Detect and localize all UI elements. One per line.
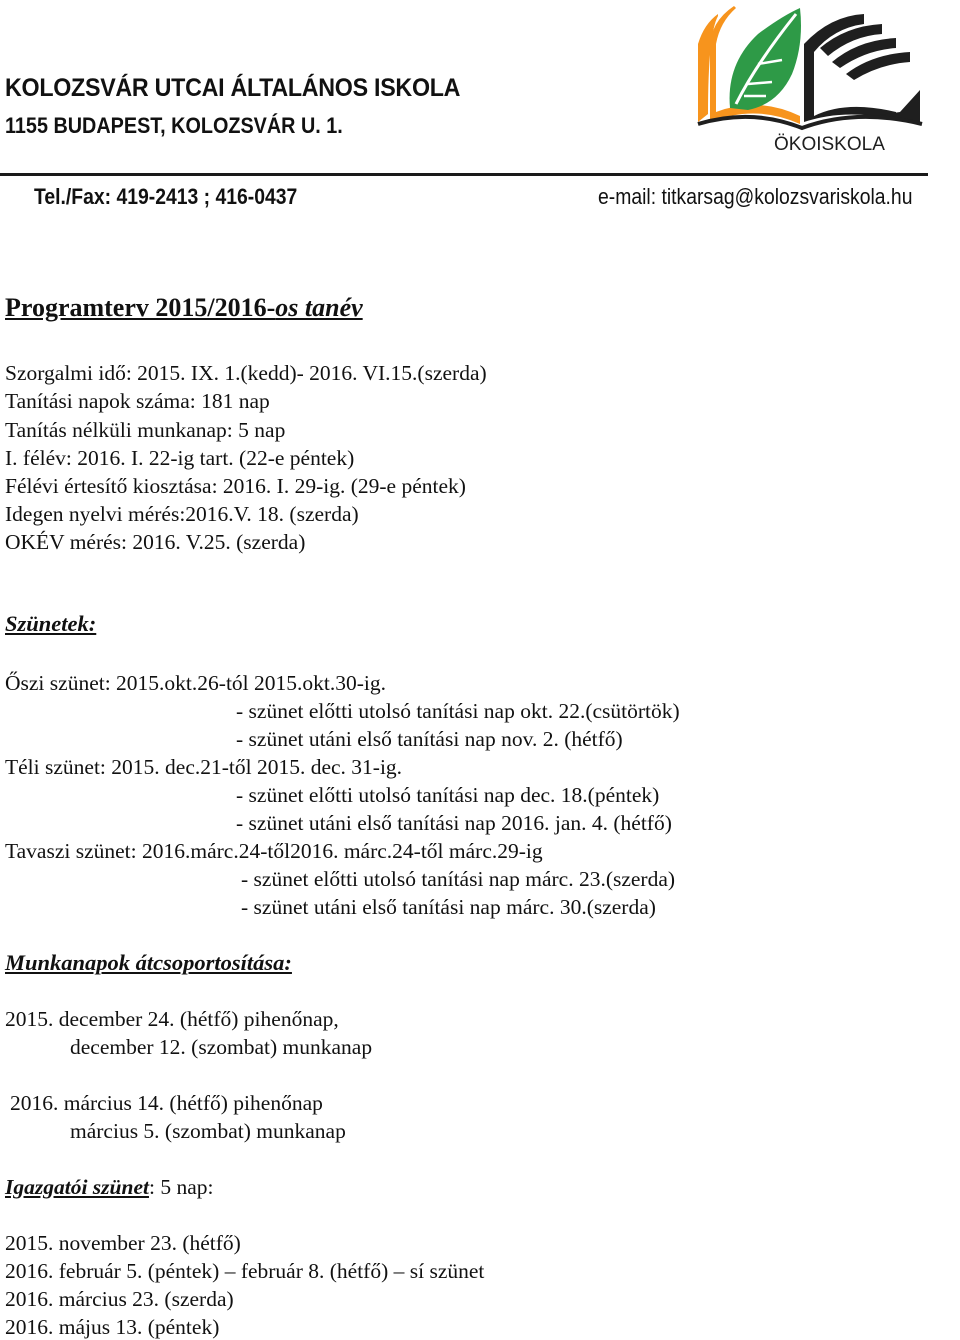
phone-fax: Tel./Fax: 419-2413 ; 416-0437	[34, 184, 298, 209]
open-book-with-leaf-icon	[696, 4, 928, 164]
school-address: 1155 BUDAPEST, KOLOZSVÁR U. 1.	[5, 113, 343, 138]
workday-line: december 12. (szombat) munkanap	[70, 1035, 373, 1059]
workdays-heading: Munkanapok átcsoportosítása:	[5, 950, 292, 975]
break-detail: - szünet előtti utolsó tanítási nap dec. 18.(péntek)	[236, 783, 660, 807]
info-line: I. félév: 2016. I. 22-ig tart. (22-e péntek)	[5, 446, 355, 470]
email-address: e-mail: titkarsag@kolozsvariskola.hu	[598, 184, 913, 209]
info-line: Szorgalmi idő: 2015. IX. 1.(kedd)- 2016. VI.15.(szerda)	[5, 361, 487, 385]
break-detail: - szünet előtti utolsó tanítási nap márc. 23.(szerda)	[241, 867, 676, 891]
director-heading	[5, 1175, 213, 1200]
director-day: 2016. március 23. (szerda)	[5, 1287, 234, 1311]
director-day: 2016. február 5. (péntek) – február 8. (hétfő) – sí szünet	[5, 1259, 485, 1283]
break-winter: Téli szünet: 2015. dec.21-től 2015. dec. 31-ig.	[5, 755, 403, 779]
break-detail: - szünet utáni első tanítási nap nov. 2. (hétfő)	[236, 727, 623, 751]
workday-line: 2016. március 14. (hétfő) pihenőnap	[10, 1091, 323, 1115]
info-line: OKÉV mérés: 2016. V.25. (szerda)	[5, 530, 306, 554]
school-name: KOLOZSVÁR UTCAI ÁLTALÁNOS ISKOLA	[5, 74, 461, 102]
title-italic: os tanév	[275, 293, 363, 322]
break-detail: - szünet utáni első tanítási nap márc. 30.(szerda)	[241, 895, 656, 919]
info-line: Tanítás nélküli munkanap: 5 nap	[5, 418, 286, 442]
logo-text: ÖKOISKOLA	[774, 134, 885, 155]
break-spring: Tavaszi szünet: 2016.márc.24-től2016. márc.24-től márc.29-ig	[5, 839, 543, 863]
break-detail: - szünet előtti utolsó tanítási nap okt. 22.(csütörtök)	[236, 699, 680, 723]
workday-line: 2015. december 24. (hétfő) pihenőnap,	[5, 1007, 339, 1031]
director-day: 2016. május 13. (péntek)	[5, 1315, 220, 1339]
director-heading-rest: : 5 nap:	[148, 1175, 214, 1199]
page-title	[5, 293, 363, 323]
director-day: 2015. november 23. (hétfő)	[5, 1231, 241, 1255]
break-autumn: Őszi szünet: 2015.okt.26-tól 2015.okt.30-ig.	[5, 671, 386, 695]
director-heading-label: Igazgatói szünet	[5, 1175, 149, 1199]
info-line: Idegen nyelvi mérés:2016.V. 18. (szerda)	[5, 502, 359, 526]
workday-line: március 5. (szombat) munkanap	[70, 1119, 346, 1143]
break-detail: - szünet utáni első tanítási nap 2016. jan. 4. (hétfő)	[236, 811, 672, 835]
info-line: Tanítási napok száma: 181 nap	[5, 389, 270, 413]
header-divider	[0, 173, 928, 176]
info-line: Félévi értesítő kiosztása: 2016. I. 29-ig. (29-e péntek)	[5, 474, 466, 498]
title-main: Programterv 2015/2016-	[5, 293, 276, 322]
okoiskola-logo	[696, 4, 928, 164]
breaks-heading: Szünetek:	[5, 611, 97, 636]
